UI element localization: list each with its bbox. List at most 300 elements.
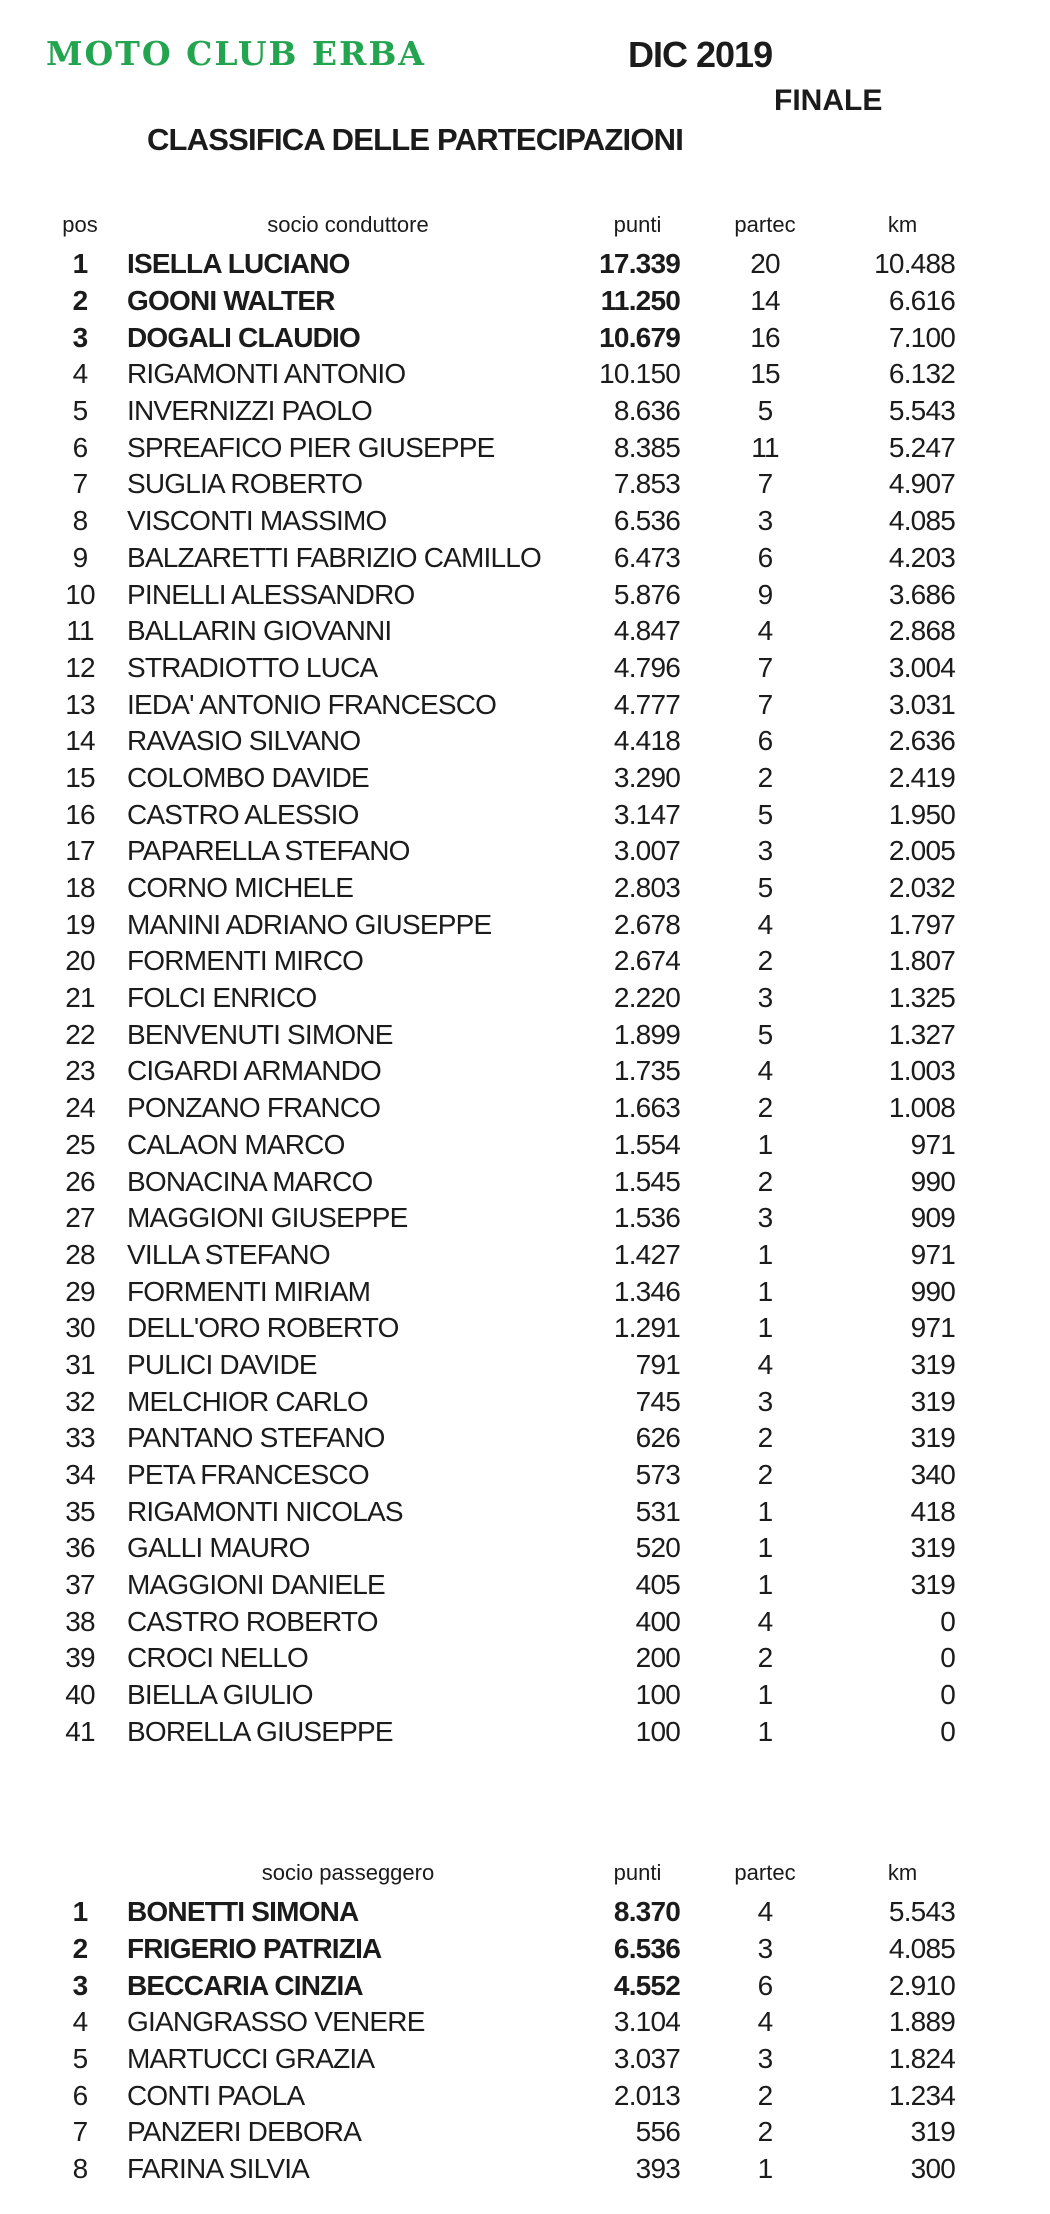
- conduttore-pos-cell: 26: [65, 1165, 95, 1197]
- conduttore-km-cell: 1.807: [888, 945, 955, 977]
- conduttore-partec-cell: 1: [757, 1495, 773, 1527]
- conduttore-punti-cell: 3.147: [613, 798, 680, 830]
- conduttore-punti-cell: 745: [635, 1385, 680, 1417]
- conduttore-km-cell: 990: [910, 1275, 955, 1307]
- conduttore-row: [55, 1200, 955, 1237]
- col-header-socio-passeggero: socio passeggero: [261, 1860, 435, 1885]
- passeggero-table: [55, 1852, 955, 2188]
- conduttore-name-cell: CASTRO ROBERTO: [127, 1605, 378, 1637]
- conduttore-pos-cell: 15: [65, 761, 95, 793]
- conduttore-punti-cell: 10.150: [599, 358, 680, 390]
- passeggero-row: [55, 2151, 955, 2188]
- conduttore-partec-cell: 1: [757, 1679, 773, 1711]
- conduttore-punti-cell: 1.545: [613, 1165, 680, 1197]
- passeggero-partec-cell: 2: [757, 2079, 773, 2111]
- conduttore-pos-cell: 29: [65, 1275, 95, 1307]
- passeggero-km-cell: 1.234: [888, 2079, 955, 2111]
- passeggero-row: [55, 2004, 955, 2041]
- conduttore-partec-cell: 1: [757, 1275, 773, 1307]
- conduttore-punti-cell: 1.899: [613, 1018, 680, 1050]
- passeggero-pos-cell: 1: [72, 1896, 88, 1928]
- conduttore-km-cell: 6.132: [888, 358, 955, 390]
- conduttore-name-cell: PULICI DAVIDE: [127, 1348, 317, 1380]
- conduttore-row: [55, 1310, 955, 1347]
- conduttore-partec-cell: 3: [757, 982, 773, 1014]
- conduttore-row: [55, 1383, 955, 1420]
- passeggero-partec-cell: 2: [757, 2116, 773, 2148]
- conduttore-partec-cell: 3: [757, 1385, 773, 1417]
- period-label: DIC 2019: [628, 34, 773, 75]
- conduttore-punti-cell: 2.803: [613, 872, 680, 904]
- conduttore-name-cell: CASTRO ALESSIO: [127, 798, 359, 830]
- conduttore-pos-cell: 30: [65, 1312, 95, 1344]
- conduttore-pos-cell: 5: [72, 395, 88, 427]
- conduttore-km-cell: 6.616: [888, 285, 955, 317]
- passeggero-punti-cell: 4.552: [613, 1969, 680, 2001]
- conduttore-name-cell: INVERNIZZI PAOLO: [127, 395, 372, 427]
- conduttore-punti-cell: 791: [635, 1348, 680, 1380]
- conduttore-name-cell: STRADIOTTO LUCA: [127, 651, 378, 683]
- conduttore-name-cell: FOLCI ENRICO: [127, 982, 317, 1014]
- conduttore-pos-cell: 41: [65, 1715, 95, 1747]
- passeggero-row: [55, 2114, 955, 2151]
- conduttore-header-row: [55, 204, 955, 246]
- conduttore-name-cell: SPREAFICO PIER GIUSEPPE: [127, 431, 495, 463]
- passeggero-row: [55, 1894, 955, 1931]
- passeggero-pos-cell: 3: [72, 1969, 88, 2001]
- conduttore-row: [55, 1016, 955, 1053]
- conduttore-km-cell: 2.005: [888, 835, 955, 867]
- conduttore-row: [55, 796, 955, 833]
- conduttore-punti-cell: 8.385: [613, 431, 680, 463]
- col-header-punti: punti: [613, 212, 662, 237]
- conduttore-partec-cell: 4: [757, 615, 773, 647]
- passeggero-pos-cell: 4: [72, 2006, 88, 2038]
- club-logo: MOTO CLUB ERBA: [46, 34, 426, 73]
- conduttore-pos-cell: 4: [72, 358, 88, 390]
- conduttore-row: [55, 503, 955, 540]
- conduttore-punti-cell: 626: [635, 1422, 680, 1454]
- col-header-partec: partec: [734, 212, 796, 237]
- conduttore-name-cell: CALAON MARCO: [127, 1128, 345, 1160]
- conduttore-km-cell: 3.004: [888, 651, 955, 683]
- conduttore-partec-cell: 2: [757, 761, 773, 793]
- conduttore-partec-cell: 3: [757, 505, 773, 537]
- conduttore-partec-cell: 1: [757, 1128, 773, 1160]
- conduttore-punti-cell: 100: [635, 1715, 680, 1747]
- conduttore-name-cell: BENVENUTI SIMONE: [127, 1018, 393, 1050]
- conduttore-pos-cell: 28: [65, 1238, 95, 1270]
- conduttore-punti-cell: 1.536: [613, 1202, 680, 1234]
- passeggero-punti-cell: 2.013: [613, 2079, 680, 2111]
- conduttore-punti-cell: 5.876: [613, 578, 680, 610]
- conduttore-km-cell: 971: [910, 1128, 955, 1160]
- conduttore-punti-cell: 1.554: [613, 1128, 680, 1160]
- col-header-pos: pos: [62, 212, 98, 237]
- conduttore-pos-cell: 7: [72, 468, 88, 500]
- conduttore-pos-cell: 36: [65, 1532, 95, 1564]
- conduttore-name-cell: MAGGIONI DANIELE: [127, 1569, 385, 1601]
- col-header-km: km: [887, 1860, 918, 1885]
- conduttore-pos-cell: 37: [65, 1569, 95, 1601]
- conduttore-punti-cell: 531: [635, 1495, 680, 1527]
- passeggero-partec-cell: 6: [757, 1969, 773, 2001]
- passeggero-km-cell: 319: [910, 2116, 955, 2148]
- conduttore-partec-cell: 4: [757, 1055, 773, 1087]
- conduttore-name-cell: BALLARIN GIOVANNI: [127, 615, 392, 647]
- conduttore-punti-cell: 2.674: [613, 945, 680, 977]
- conduttore-pos-cell: 6: [72, 431, 88, 463]
- conduttore-km-cell: 4.907: [888, 468, 955, 500]
- conduttore-row: [55, 1567, 955, 1604]
- conduttore-name-cell: RIGAMONTI ANTONIO: [127, 358, 406, 390]
- conduttore-row: [55, 980, 955, 1017]
- conduttore-km-cell: 319: [910, 1569, 955, 1601]
- passeggero-pos-cell: 8: [72, 2153, 88, 2185]
- conduttore-name-cell: VISCONTI MASSIMO: [127, 505, 387, 537]
- conduttore-row: [55, 429, 955, 466]
- conduttore-punti-cell: 7.853: [613, 468, 680, 500]
- conduttore-punti-cell: 1.735: [613, 1055, 680, 1087]
- conduttore-name-cell: VILLA STEFANO: [127, 1238, 330, 1270]
- passeggero-partec-cell: 4: [757, 2006, 773, 2038]
- conduttore-partec-cell: 2: [757, 1092, 773, 1124]
- conduttore-km-cell: 990: [910, 1165, 955, 1197]
- conduttore-pos-cell: 14: [65, 725, 95, 757]
- conduttore-partec-cell: 5: [757, 872, 773, 904]
- conduttore-punti-cell: 10.679: [599, 321, 680, 353]
- conduttore-punti-cell: 200: [635, 1642, 680, 1674]
- conduttore-pos-cell: 25: [65, 1128, 95, 1160]
- conduttore-row: [55, 650, 955, 687]
- passeggero-name-cell: BECCARIA CINZIA: [127, 1969, 363, 2001]
- passeggero-row: [55, 2041, 955, 2078]
- conduttore-punti-cell: 1.346: [613, 1275, 680, 1307]
- conduttore-partec-cell: 7: [757, 688, 773, 720]
- passeggero-pos-cell: 6: [72, 2079, 88, 2111]
- conduttore-km-cell: 2.636: [888, 725, 955, 757]
- conduttore-pos-cell: 19: [65, 908, 95, 940]
- conduttore-row: [55, 1603, 955, 1640]
- conduttore-punti-cell: 1.291: [613, 1312, 680, 1344]
- conduttore-name-cell: ISELLA LUCIANO: [127, 248, 350, 280]
- passeggero-km-cell: 1.824: [888, 2043, 955, 2075]
- conduttore-pos-cell: 10: [65, 578, 95, 610]
- conduttore-name-cell: DOGALI CLAUDIO: [127, 321, 361, 353]
- conduttore-partec-cell: 20: [750, 248, 780, 280]
- conduttore-pos-cell: 9: [72, 541, 88, 573]
- conduttore-row: [55, 723, 955, 760]
- conduttore-pos-cell: 18: [65, 872, 95, 904]
- conduttore-pos-cell: 27: [65, 1202, 95, 1234]
- conduttore-name-cell: FORMENTI MIRIAM: [127, 1275, 371, 1307]
- conduttore-partec-cell: 3: [757, 835, 773, 867]
- conduttore-row: [55, 1493, 955, 1530]
- conduttore-partec-cell: 2: [757, 1422, 773, 1454]
- conduttore-pos-cell: 13: [65, 688, 95, 720]
- conduttore-km-cell: 3.686: [888, 578, 955, 610]
- conduttore-km-cell: 340: [910, 1459, 955, 1491]
- conduttore-punti-cell: 8.636: [613, 395, 680, 427]
- conduttore-pos-cell: 24: [65, 1092, 95, 1124]
- conduttore-name-cell: GALLI MAURO: [127, 1532, 310, 1564]
- conduttore-partec-cell: 1: [757, 1569, 773, 1601]
- conduttore-name-cell: GOONI WALTER: [127, 285, 335, 317]
- conduttore-partec-cell: 2: [757, 945, 773, 977]
- conduttore-row: [55, 906, 955, 943]
- conduttore-pos-cell: 23: [65, 1055, 95, 1087]
- conduttore-row: [55, 760, 955, 797]
- conduttore-row: [55, 319, 955, 356]
- conduttore-punti-cell: 1.663: [613, 1092, 680, 1124]
- passeggero-partec-cell: 4: [757, 1896, 773, 1928]
- conduttore-km-cell: 0: [940, 1715, 955, 1747]
- conduttore-pos-cell: 35: [65, 1495, 95, 1527]
- conduttore-punti-cell: 573: [635, 1459, 680, 1491]
- conduttore-pos-cell: 20: [65, 945, 95, 977]
- conduttore-partec-cell: 9: [757, 578, 773, 610]
- conduttore-punti-cell: 4.796: [613, 651, 680, 683]
- conduttore-name-cell: CORNO MICHELE: [127, 872, 354, 904]
- conduttore-km-cell: 2.032: [888, 872, 955, 904]
- conduttore-km-cell: 1.327: [888, 1018, 955, 1050]
- passeggero-row: [55, 1967, 955, 2004]
- conduttore-row: [55, 833, 955, 870]
- conduttore-name-cell: MANINI ADRIANO GIUSEPPE: [127, 908, 492, 940]
- conduttore-punti-cell: 1.427: [613, 1238, 680, 1270]
- conduttore-row: [55, 540, 955, 577]
- conduttore-name-cell: PINELLI ALESSANDRO: [127, 578, 415, 610]
- conduttore-punti-cell: 6.536: [613, 505, 680, 537]
- conduttore-row: [55, 943, 955, 980]
- conduttore-pos-cell: 12: [65, 651, 95, 683]
- passeggero-name-cell: PANZERI DEBORA: [127, 2116, 362, 2148]
- conduttore-row: [55, 356, 955, 393]
- conduttore-punti-cell: 6.473: [613, 541, 680, 573]
- passeggero-punti-cell: 6.536: [613, 1933, 680, 1965]
- conduttore-name-cell: PONZANO FRANCO: [127, 1092, 381, 1124]
- passeggero-punti-cell: 556: [635, 2116, 680, 2148]
- conduttore-punti-cell: 3.290: [613, 761, 680, 793]
- conduttore-partec-cell: 6: [757, 541, 773, 573]
- conduttore-row: [55, 1457, 955, 1494]
- conduttore-km-cell: 4.203: [888, 541, 955, 573]
- conduttore-km-cell: 2.868: [888, 615, 955, 647]
- conduttore-partec-cell: 2: [757, 1459, 773, 1491]
- conduttore-row: [55, 283, 955, 320]
- conduttore-rows: [55, 246, 955, 1750]
- conduttore-name-cell: BONACINA MARCO: [127, 1165, 373, 1197]
- conduttore-name-cell: FORMENTI MIRCO: [127, 945, 364, 977]
- conduttore-partec-cell: 1: [757, 1715, 773, 1747]
- conduttore-km-cell: 319: [910, 1348, 955, 1380]
- conduttore-row: [55, 1127, 955, 1164]
- passeggero-name-cell: GIANGRASSO VENERE: [127, 2006, 425, 2038]
- conduttore-partec-cell: 6: [757, 725, 773, 757]
- conduttore-partec-cell: 2: [757, 1165, 773, 1197]
- conduttore-name-cell: DELL'ORO ROBERTO: [127, 1312, 399, 1344]
- conduttore-pos-cell: 31: [65, 1348, 95, 1380]
- conduttore-punti-cell: 17.339: [599, 248, 680, 280]
- passeggero-punti-cell: 3.104: [613, 2006, 680, 2038]
- conduttore-row: [55, 1347, 955, 1384]
- conduttore-km-cell: 1.797: [888, 908, 955, 940]
- passeggero-partec-cell: 3: [757, 1933, 773, 1965]
- conduttore-km-cell: 1.950: [888, 798, 955, 830]
- conduttore-partec-cell: 1: [757, 1312, 773, 1344]
- conduttore-row: [55, 466, 955, 503]
- conduttore-km-cell: 909: [910, 1202, 955, 1234]
- conduttore-km-cell: 10.488: [874, 248, 955, 280]
- conduttore-punti-cell: 3.007: [613, 835, 680, 867]
- col-header-km: km: [887, 212, 918, 237]
- passeggero-partec-cell: 3: [757, 2043, 773, 2075]
- conduttore-km-cell: 5.543: [888, 395, 955, 427]
- passeggero-punti-cell: 393: [635, 2153, 680, 2185]
- conduttore-punti-cell: 405: [635, 1569, 680, 1601]
- conduttore-pos-cell: 32: [65, 1385, 95, 1417]
- conduttore-name-cell: BALZARETTI FABRIZIO CAMILLO: [127, 541, 542, 573]
- conduttore-name-cell: BIELLA GIULIO: [127, 1679, 313, 1711]
- conduttore-punti-cell: 520: [635, 1532, 680, 1564]
- conduttore-partec-cell: 4: [757, 908, 773, 940]
- conduttore-km-cell: 319: [910, 1532, 955, 1564]
- conduttore-row: [55, 393, 955, 430]
- conduttore-pos-cell: 39: [65, 1642, 95, 1674]
- conduttore-row: [55, 686, 955, 723]
- passeggero-header-row: [55, 1852, 955, 1894]
- conduttore-pos-cell: 3: [72, 321, 88, 353]
- conduttore-partec-cell: 2: [757, 1642, 773, 1674]
- conduttore-km-cell: 971: [910, 1238, 955, 1270]
- conduttore-punti-cell: 4.777: [613, 688, 680, 720]
- passeggero-km-cell: 300: [910, 2153, 955, 2185]
- conduttore-row: [55, 1273, 955, 1310]
- conduttore-row: [55, 1163, 955, 1200]
- conduttore-row: [55, 1420, 955, 1457]
- conduttore-row: [55, 1677, 955, 1714]
- passeggero-name-cell: BONETTI SIMONA: [127, 1896, 359, 1928]
- conduttore-row: [55, 1640, 955, 1677]
- conduttore-km-cell: 7.100: [888, 321, 955, 353]
- conduttore-punti-cell: 11.250: [600, 285, 680, 317]
- conduttore-km-cell: 0: [940, 1605, 955, 1637]
- conduttore-pos-cell: 8: [72, 505, 88, 537]
- conduttore-punti-cell: 4.418: [613, 725, 680, 757]
- conduttore-pos-cell: 16: [65, 798, 95, 830]
- conduttore-partec-cell: 14: [750, 285, 780, 317]
- passeggero-partec-cell: 1: [757, 2153, 773, 2185]
- conduttore-punti-cell: 400: [635, 1605, 680, 1637]
- conduttore-name-cell: RAVASIO SILVANO: [127, 725, 361, 757]
- conduttore-km-cell: 0: [940, 1642, 955, 1674]
- col-header-punti: punti: [613, 1860, 662, 1885]
- conduttore-name-cell: MELCHIOR CARLO: [127, 1385, 368, 1417]
- conduttore-km-cell: 5.247: [888, 431, 955, 463]
- conduttore-row: [55, 246, 955, 283]
- passeggero-km-cell: 1.889: [888, 2006, 955, 2038]
- conduttore-km-cell: 319: [910, 1422, 955, 1454]
- conduttore-km-cell: 4.085: [888, 505, 955, 537]
- conduttore-partec-cell: 7: [757, 651, 773, 683]
- conduttore-pos-cell: 2: [72, 285, 88, 317]
- conduttore-row: [55, 576, 955, 613]
- conduttore-km-cell: 1.325: [888, 982, 955, 1014]
- conduttore-row: [55, 1237, 955, 1274]
- conduttore-name-cell: COLOMBO DAVIDE: [127, 761, 369, 793]
- conduttore-partec-cell: 3: [757, 1202, 773, 1234]
- passeggero-rows: [55, 1894, 955, 2188]
- conduttore-pos-cell: 22: [65, 1018, 95, 1050]
- conduttore-table: [55, 204, 955, 1750]
- conduttore-row: [55, 870, 955, 907]
- passeggero-name-cell: MARTUCCI GRAZIA: [127, 2043, 375, 2075]
- conduttore-name-cell: RIGAMONTI NICOLAS: [127, 1495, 403, 1527]
- conduttore-punti-cell: 4.847: [613, 615, 680, 647]
- conduttore-pos-cell: 1: [72, 248, 88, 280]
- passeggero-km-cell: 4.085: [888, 1933, 955, 1965]
- conduttore-km-cell: 1.003: [888, 1055, 955, 1087]
- conduttore-row: [55, 1714, 955, 1751]
- conduttore-partec-cell: 5: [757, 395, 773, 427]
- conduttore-punti-cell: 100: [635, 1679, 680, 1711]
- col-header-partec: partec: [734, 1860, 796, 1885]
- conduttore-km-cell: 0: [940, 1679, 955, 1711]
- conduttore-km-cell: 1.008: [888, 1092, 955, 1124]
- conduttore-km-cell: 418: [910, 1495, 955, 1527]
- passeggero-punti-cell: 3.037: [613, 2043, 680, 2075]
- passeggero-row: [55, 1931, 955, 1968]
- passeggero-name-cell: CONTI PAOLA: [127, 2079, 305, 2111]
- conduttore-name-cell: SUGLIA ROBERTO: [127, 468, 363, 500]
- conduttore-pos-cell: 34: [65, 1459, 95, 1491]
- conduttore-partec-cell: 11: [751, 431, 779, 463]
- conduttore-pos-cell: 40: [65, 1679, 95, 1711]
- conduttore-partec-cell: 7: [757, 468, 773, 500]
- conduttore-pos-cell: 38: [65, 1605, 95, 1637]
- passeggero-km-cell: 5.543: [888, 1896, 955, 1928]
- passeggero-pos-cell: 7: [72, 2116, 88, 2148]
- conduttore-name-cell: MAGGIONI GIUSEPPE: [127, 1202, 408, 1234]
- conduttore-row: [55, 613, 955, 650]
- conduttore-name-cell: CROCI NELLO: [127, 1642, 309, 1674]
- stage-label: FINALE: [774, 84, 883, 117]
- conduttore-pos-cell: 11: [66, 615, 94, 647]
- conduttore-pos-cell: 33: [65, 1422, 95, 1454]
- passeggero-name-cell: FRIGERIO PATRIZIA: [127, 1933, 382, 1965]
- passeggero-pos-cell: 5: [72, 2043, 88, 2075]
- conduttore-row: [55, 1530, 955, 1567]
- conduttore-row: [55, 1090, 955, 1127]
- conduttore-km-cell: 319: [910, 1385, 955, 1417]
- conduttore-punti-cell: 2.220: [613, 982, 680, 1014]
- conduttore-name-cell: PETA FRANCESCO: [127, 1459, 369, 1491]
- conduttore-name-cell: IEDA' ANTONIO FRANCESCO: [127, 688, 497, 720]
- conduttore-partec-cell: 15: [750, 358, 780, 390]
- conduttore-name-cell: PANTANO STEFANO: [127, 1422, 385, 1454]
- conduttore-km-cell: 3.031: [888, 688, 955, 720]
- conduttore-partec-cell: 5: [757, 1018, 773, 1050]
- conduttore-partec-cell: 16: [750, 321, 780, 353]
- conduttore-name-cell: CIGARDI ARMANDO: [127, 1055, 382, 1087]
- conduttore-partec-cell: 4: [757, 1348, 773, 1380]
- passeggero-km-cell: 2.910: [888, 1969, 955, 2001]
- passeggero-name-cell: FARINA SILVIA: [127, 2153, 310, 2185]
- passeggero-row: [55, 2077, 955, 2114]
- conduttore-km-cell: 971: [910, 1312, 955, 1344]
- conduttore-name-cell: PAPARELLA STEFANO: [127, 835, 410, 867]
- conduttore-punti-cell: 2.678: [613, 908, 680, 940]
